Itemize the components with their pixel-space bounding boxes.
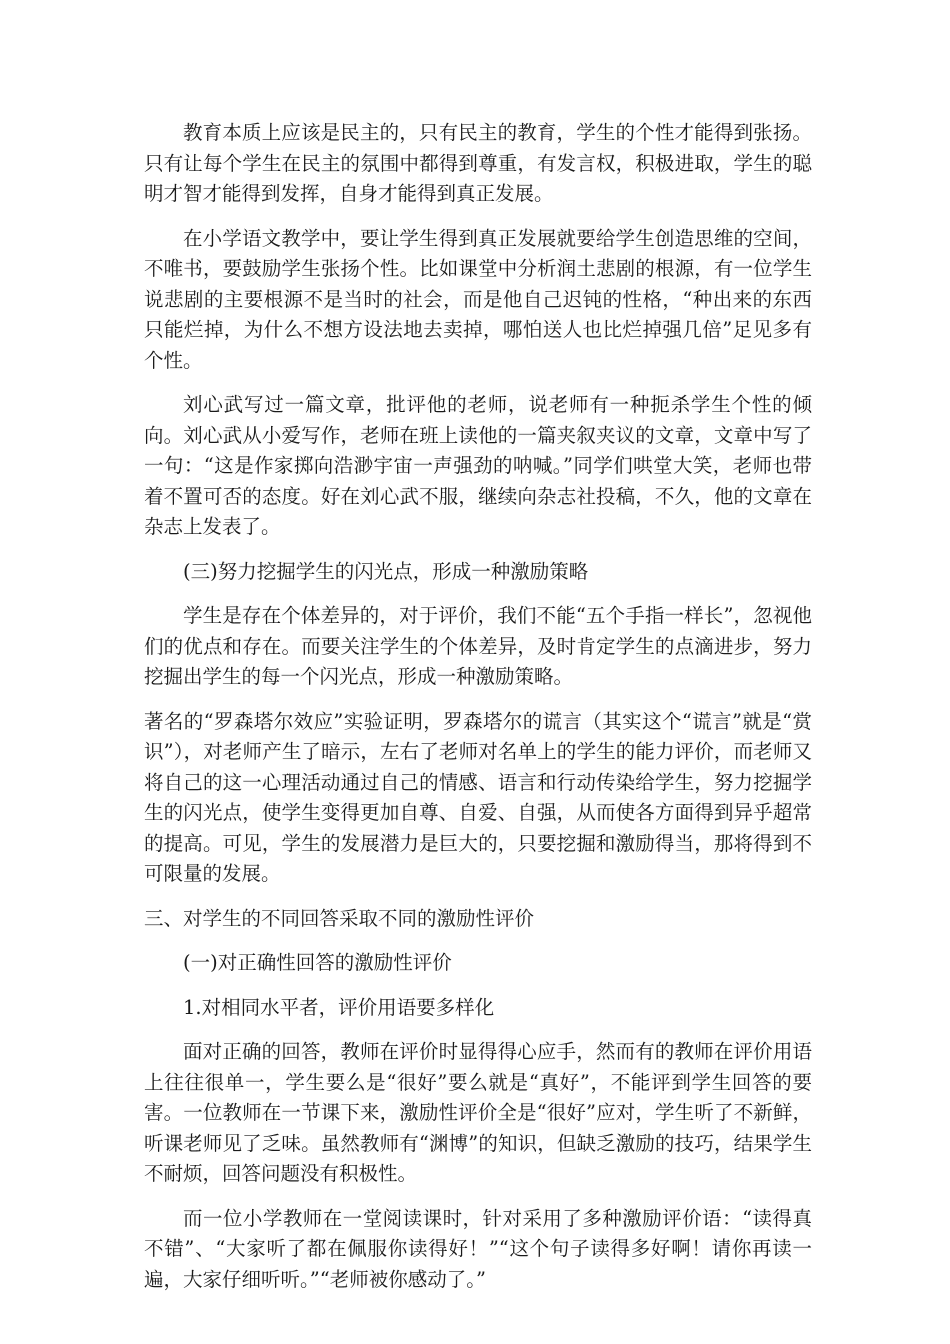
section-heading-1: (一)对正确性回答的激励性评价 [183, 951, 452, 974]
chapter-heading-3: 三、对学生的不同回答采取不同的激励性评价 [144, 906, 535, 930]
paragraph-correct-answers: 面对正确的回答，教师在评价时显得得心应手，然而有的教师在评价用语上往往很单一，学生要么是“很好”要么就是“真好”，不能评到学生回答的要害。一位教师在一节课下来，激励性评价全是“很好”应对，学生听了不新鲜，听课老师见了乏味。虽然教师有“渊博”的知识，但缺乏激励的技巧，结果学生不耐烦，回答问题没有积极性。 [144, 1040, 812, 1185]
section-heading-3: (三)努力挖掘学生的闪光点，形成一种激励策略 [183, 559, 589, 583]
paragraph-individual-differences: 学生是存在个体差异的，对于评价，我们不能“五个手指一样长”，忽视他们的优点和存在。而要关注学生的个体差异，及时肯定学生的点滴进步，努力挖掘出学生的每一个闪光点，形成一种激励策略。 [144, 604, 812, 688]
paragraph-chinese-teaching: 在小学语文教学中，要让学生得到真正发展就要给学生创造思维的空间，不唯书，要鼓励学生张扬个性。比如课堂中分析润土悲剧的根源，有一位学生说悲剧的主要根源不是当时的社会，而是他自己迟钝的性格，“种出来的东西只能烂掉，为什么不想方设法地去卖掉，哪怕送人也比烂掉强几倍”足见多有个性。 [144, 226, 812, 372]
subsection-heading-1: 1.对相同水平者，评价用语要多样化 [183, 995, 495, 1019]
document-page [144, 118, 812, 1309]
paragraph-reading-class: 而一位小学教师在一堂阅读课时，针对采用了多种激励评价语：“读得真不错”、“大家听了都在佩服你读得好！”“这个句子读得多好啊！请你再读一遍，大家仔细听听。”“老师被你感动了。” [144, 1206, 812, 1291]
paragraph-rosenthal-effect: 著名的“罗森塔尔效应”实验证明，罗森塔尔的谎言（其实这个“谎言”就是“赏识”），对老师产生了暗示，左右了老师对名单上的学生的能力评价，而老师又将自己的这一心理活动通过自己的情感、语言和行动传染给学生，努力挖掘学生的闪光点，使学生变得更加自尊、自爱、自强，从而使各方面得到异乎超常的提高。可见，学生的发展潜力是巨大的，只要挖掘和激励得当，那将得到不可限量的发展。 [144, 709, 812, 885]
paragraph-democratic-education: 教育本质上应该是民主的，只有民主的教育，学生的个性才能得到张扬。只有让每个学生在民主的氛围中都得到尊重，有发言权，积极进取，学生的聪明才智才能得到发挥，自身才能得到真正发展。 [144, 121, 812, 205]
paragraph-liu-xinwu: 刘心武写过一篇文章，批评他的老师，说老师有一种扼杀学生个性的倾向。刘心武从小爱写作，老师在班上读他的一篇夹叙夹议的文章，文章中写了一句：“这是作家掷向浩渺宇宙一声强劲的呐喊。”同学们哄堂大笑，老师也带着不置可否的态度。好在刘心武不服，继续向杂志社投稿，不久，他的文章在杂志上发表了。 [144, 393, 812, 538]
